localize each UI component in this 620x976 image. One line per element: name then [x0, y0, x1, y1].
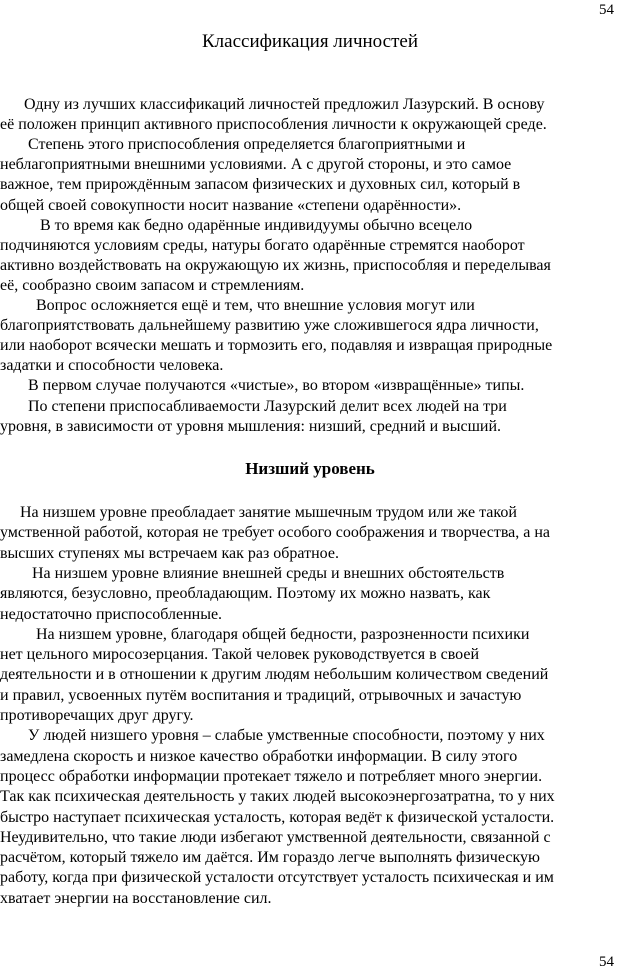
text-line: важное, тем прирождённым запасом физических и духовных сил, который в [0, 176, 521, 194]
text-line: являются, безусловно, преобладающим. Поэтому их можно назвать, как [0, 585, 491, 603]
text-line: В то время как бедно одарённые индивидуумы обычно всецело [0, 216, 473, 234]
text-line: активно воздействовать на окружающую их жизнь, приспособляя и переделывая [0, 256, 551, 274]
text-line: общей своей совокупности носит название «степени одарённости». [0, 196, 462, 214]
text-line: На низшем уровне, благодаря общей бедности, разрозненности психики [0, 625, 530, 643]
text-line: работу, когда при физической усталости отсутствует усталость психическая и им [0, 869, 554, 887]
text-line: У людей низшего уровня – слабые умственные способности, поэтому у них [0, 727, 545, 745]
text-line: высших ступенях мы встречаем как раз обратное. [0, 544, 339, 562]
text-line: По степени приспосабливаемости Лазурский делит всех людей на три [0, 397, 507, 415]
text-line: хватает энергии на восстановление сил. [0, 889, 272, 907]
page-number-bottom: 54 [599, 954, 614, 970]
text-line: задатки и способности человека. [0, 357, 224, 375]
text-line: Степень этого приспособления определяется благоприятными и [0, 136, 466, 154]
text-line: Вопрос осложняется ещё и тем, что внешние условия могут или [0, 297, 475, 314]
text-line: На низшем уровне влияние внешней среды и внешних обстоятельств [0, 564, 505, 582]
text-line: Одну из лучших классификаций личностей предложил Лазурский. В основу [0, 96, 545, 113]
text-line: процесс обработки информации протекает тяжело и потребляет много энергии. [0, 767, 543, 785]
page-title: Классификация личностей [202, 31, 418, 52]
section-heading: Низший уровень [245, 459, 375, 478]
text-line: уровня, в зависимости от уровня мышления: низший, средний и высший. [0, 417, 502, 435]
text-line: недостаточно приспособленные. [0, 605, 223, 623]
text-line: замедлена скорость и низкое качество обработки информации. В силу этого [0, 747, 518, 765]
text-line: её, сообразно своим запасом и стремлениям. [0, 276, 305, 294]
text-line: Так как психическая деятельность у таких людей высокоэнергозатратна, то у них [0, 788, 555, 806]
page-number-top: 54 [599, 2, 614, 18]
text-line: деятельности и в отношении к другим людям небольшим количеством сведений [0, 666, 549, 684]
text-line: благоприятствовать дальнейшему развитию уже сложившегося ядра личности, [0, 317, 539, 335]
text-line: На низшем уровне преобладает занятие мышечным трудом или же такой [0, 504, 517, 521]
text-line: неблагоприятными внешними условиями. А с другой стороны, и это самое [0, 156, 512, 174]
text-line: Неудивительно, что такие люди избегают умственной деятельности, связанной с [0, 828, 551, 846]
text-line: быстро наступает психическая усталость, которая ведёт к физической усталости. [0, 808, 555, 826]
text-line: подчиняются условиям среды, натуры богато одарённые стремятся наоборот [0, 236, 525, 254]
text-line: В первом случае получаются «чистые», во втором «извращённые» типы. [0, 377, 525, 395]
text-line: умственной работой, которая не требует особого соображения и творчества, а на [0, 524, 551, 542]
text-line: расчётом, который тяжело им даётся. Им гораздо легче выполнять физическую [0, 849, 540, 867]
text-line: или наоборот всячески мешать и тормозить его, подавляя и извращая природные [0, 337, 553, 355]
text-line: нет цельного миросозерцания. Такой человек руководствуется в своей [0, 646, 480, 664]
text-line: и правил, усвоенных путём воспитания и традиций, отрывочных и зачастую [0, 686, 522, 704]
text-line: её положен принцип активного приспособления личности к окружающей среде. [0, 116, 547, 134]
text-line: противоречащих друг другу. [0, 707, 194, 724]
